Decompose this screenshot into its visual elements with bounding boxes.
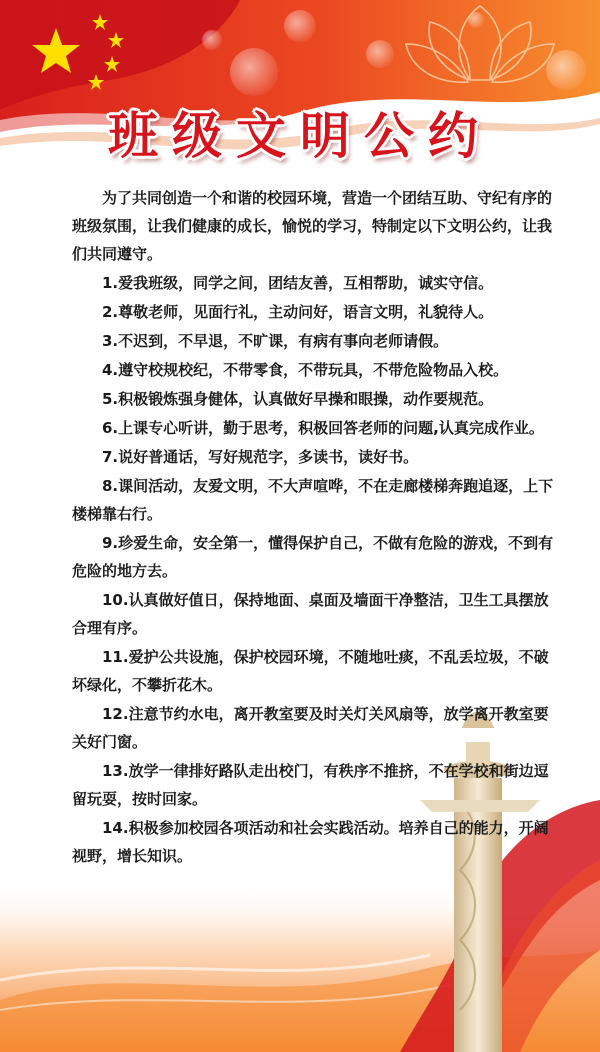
rule-item: 7.说好普通话，写好规范字，多读书，读好书。: [102, 448, 419, 466]
rule-item: 9.珍爱生命，安全第一，懂得保护自己，不做有危险的游戏，不到有危险的地方去。: [72, 534, 554, 580]
rule-item: 5.积极锻炼强身健体，认真做好早操和眼操，动作要规范。: [102, 390, 494, 408]
intro-paragraph: 为了共同创造一个和谐的校园环境，营造一个团结互助、守纪有序的班级氛围，让我们健康的成长，愉悦的学习，特制定以下文明公约，让我们共同遵守。: [72, 189, 553, 263]
page-title: 班级文明公约: [108, 107, 492, 165]
rule-item: 3.不迟到，不早退，不旷课，有病有事向老师请假。: [102, 332, 449, 350]
rule-item: 4.遵守校规校纪，不带零食，不带玩具，不带危险物品入校。: [102, 361, 509, 379]
rule-item: 13.放学一律排好路队走出校门，有秩序不推挤，不在学校和街边逗留玩耍，按时回家。: [72, 762, 549, 808]
rule-item: 1.爱我班级，同学之间，团结友善，互相帮助，诚实守信。: [102, 274, 494, 292]
rule-item: 12.注意节约水电，离开教室要及时关灯关风扇等，放学离开教室要关好门窗。: [72, 705, 549, 751]
rule-item: 6.上课专心听讲，勤于思考，积极回答老师的问题,认真完成作业。: [102, 419, 544, 437]
rule-item: 2.尊敬老师，见面行礼，主动问好，语言文明，礼貌待人。: [102, 303, 494, 321]
rules-text: [72, 184, 556, 871]
rule-item: 14.积极参加校园各项活动和社会实践活动。培养自己的能力，开阔视野，增长知识。: [72, 819, 549, 865]
rule-item: 10.认真做好值日，保持地面、桌面及墙面干净整洁，卫生工具摆放合理有序。: [72, 591, 549, 637]
rule-item: 8.课间活动，友爱文明，不大声喧哗，不在走廊楼梯奔跑追逐，上下楼梯靠右行。: [72, 477, 554, 523]
rule-item: 11.爱护公共设施，保护校园环境，不随地吐痰，不乱丢垃圾，不破坏绿化，不攀折花木。: [72, 648, 549, 694]
